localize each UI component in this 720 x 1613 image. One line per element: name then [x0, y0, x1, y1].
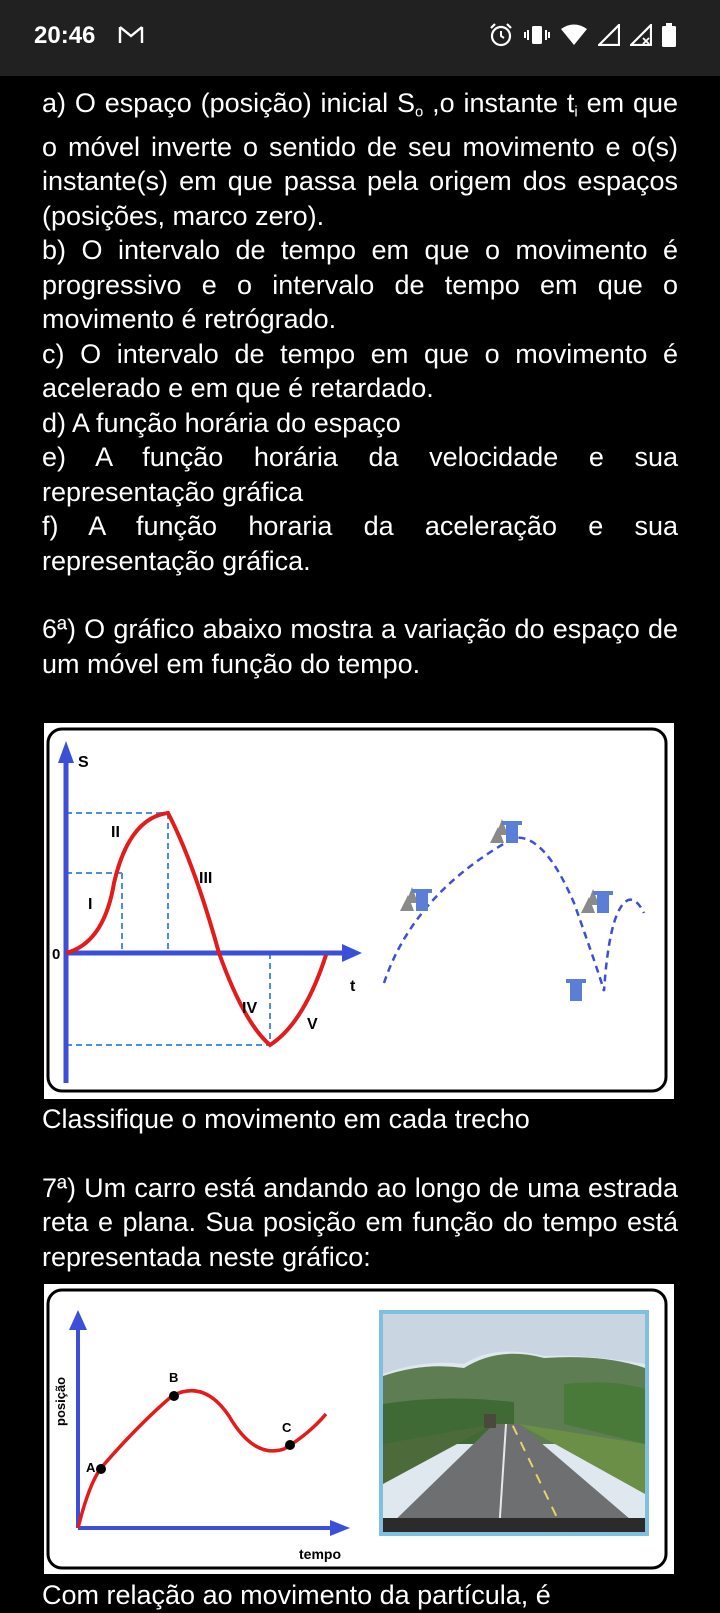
document-continued: [42, 1102, 678, 1274]
fig6-seg-iii: III: [199, 870, 213, 887]
fig6-seg-v: V: [307, 1016, 318, 1033]
signal-icon: [598, 24, 620, 51]
item-a: [42, 86, 678, 233]
fig7-point-c: C: [282, 1420, 292, 1435]
question-6: 6ª) O gráfico abaixo mostra a variação do espaço de um móvel em função do tempo.: [42, 614, 678, 679]
item-d: d) A função horária do espaço: [42, 407, 401, 438]
question-7: 7ª) Um carro está andando ao longo de uma estrada reta e plana. Sua posição em função do tempo está representada neste gráfico:: [42, 1172, 678, 1272]
fig7-xlabel: tempo: [299, 1546, 341, 1562]
fig6-seg-ii: II: [111, 824, 120, 841]
item-f: f) A função horaria da aceleração e sua representação gráfica.: [42, 511, 678, 576]
document-bottom: [42, 1578, 678, 1613]
item-a-sub: o: [414, 104, 424, 121]
vibrate-icon: [524, 22, 550, 53]
signal-icon: [630, 24, 652, 51]
figure-7-graph: [44, 1284, 674, 1574]
battery-icon: [662, 23, 676, 52]
status-icons: [488, 22, 676, 53]
item-a-text-c: em que o móvel inverte o sentido de seu movimento e o(s) instante(s) em que passa pela origem dos espaços (posições, marco zero).: [42, 88, 678, 231]
fig7-point-b: B: [169, 1370, 179, 1385]
status-time: 20:46: [34, 22, 96, 49]
fig7-point-a: A: [86, 1460, 96, 1475]
status-bar: [0, 0, 720, 76]
fig6-seg-i: I: [88, 896, 93, 913]
fig6-seg-iv: IV: [242, 1000, 258, 1017]
fig6-xlabel: t: [350, 978, 356, 995]
fig7-ylabel: posição: [53, 1376, 68, 1426]
item-e: e) A função horária da velocidade e sua representação gráfica: [42, 442, 678, 507]
item-b: b) O intervalo de tempo em que o movimento é progressivo e o intervalo de tempo em que o movimento é retrógrado.: [42, 235, 678, 335]
wifi-icon: [560, 23, 588, 52]
alarm-icon: [488, 22, 514, 53]
cut-off-line: Com relação ao movimento da partícula, é: [42, 1580, 551, 1610]
item-a-text-b: ,o instante t: [423, 88, 575, 118]
fig6-origin: 0: [52, 946, 61, 963]
question-6-instruction: Classifique o movimento em cada trecho: [42, 1104, 530, 1134]
figure-6: [44, 723, 674, 1099]
gmail-icon: [118, 24, 144, 51]
item-a-sub-b: i: [574, 104, 578, 121]
item-a-text: a) O espaço (posição) inicial S: [42, 88, 415, 118]
fig6-ylabel: S: [78, 754, 89, 771]
figure-6-graph: [44, 723, 674, 1099]
figure-7: [44, 1284, 674, 1574]
document: [42, 86, 678, 681]
item-c: c) O intervalo de tempo em que o movimento é acelerado e em que é retardado.: [42, 338, 678, 404]
road-photo: [379, 1310, 649, 1536]
